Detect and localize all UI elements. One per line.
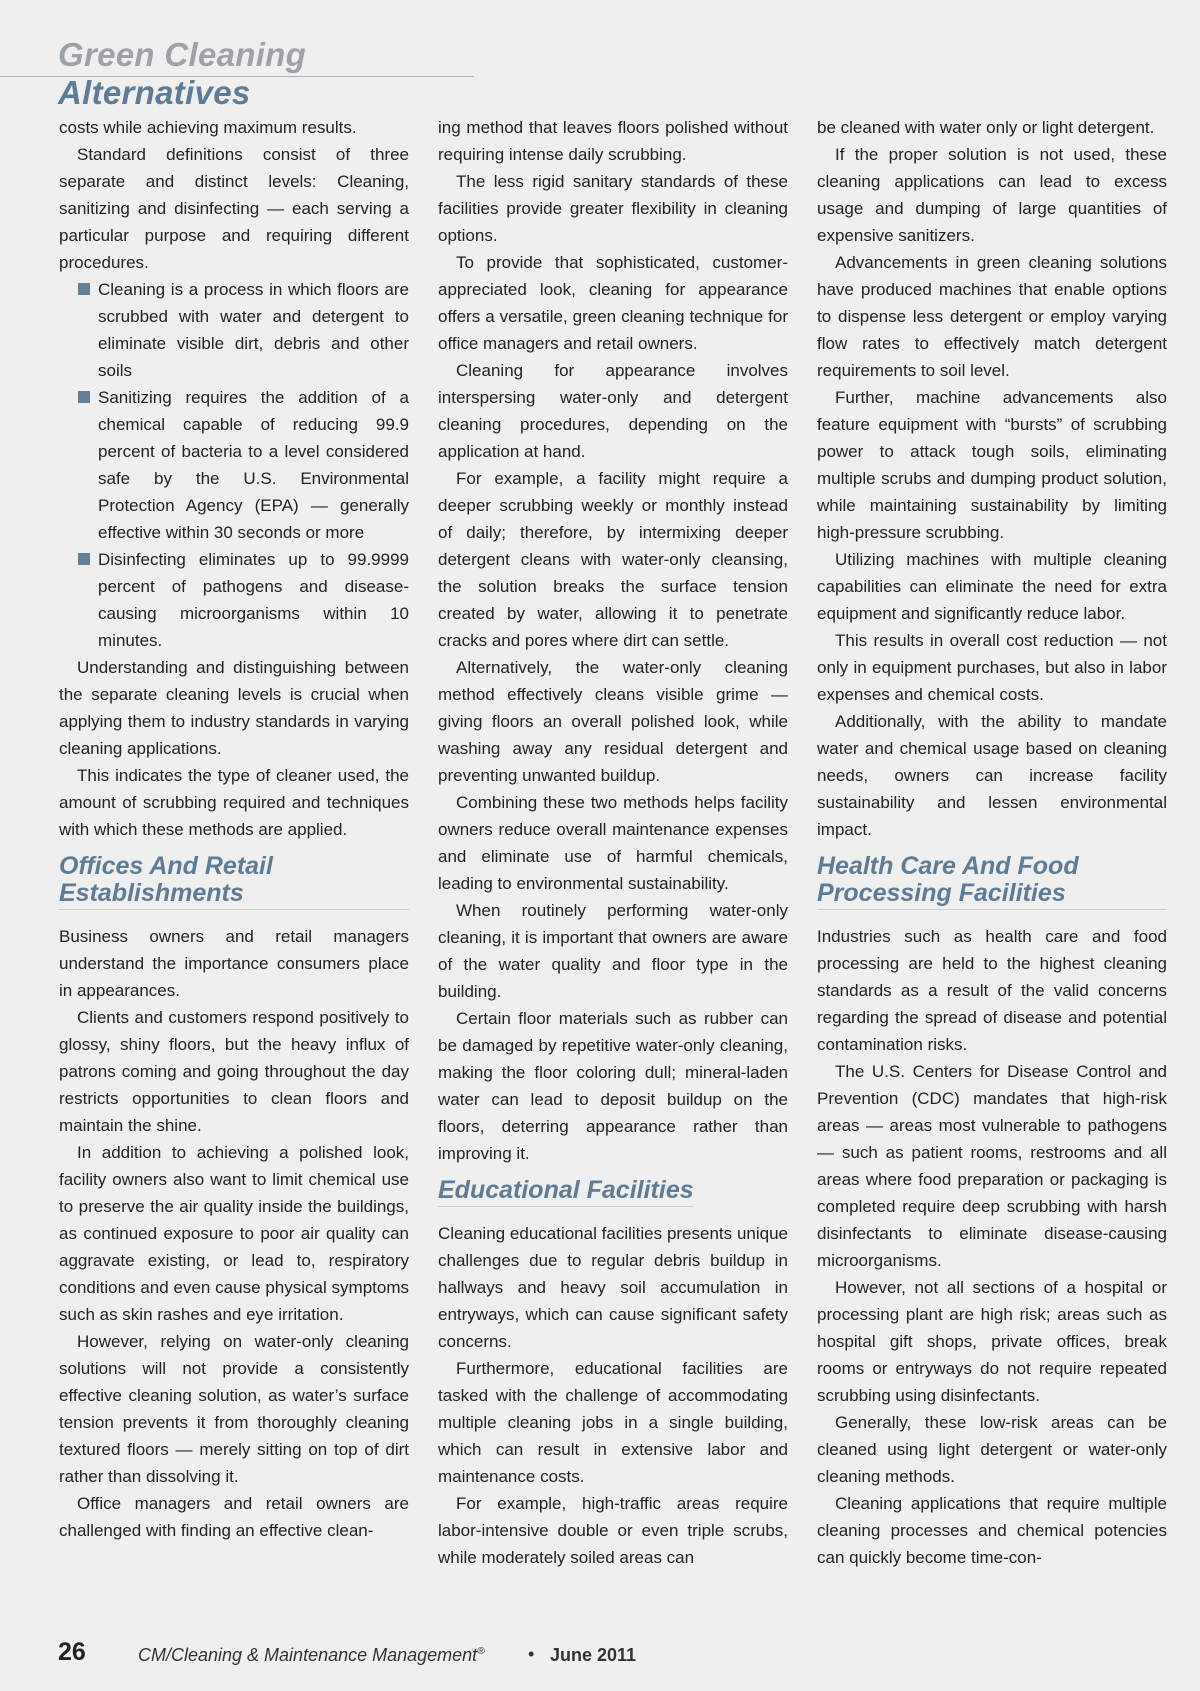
square-bullet-icon [78,283,90,295]
paragraph: Business owners and retail managers understand the importance consumers place in appearances. [59,927,409,1000]
paragraph: If the proper solution is not used, these cleaning applications can lead to excess usage and dumping of large quantities of expensive sanitizers. [817,145,1167,245]
paragraph: Additionally, with the ability to mandate water and chemical usage based on cleaning needs, owners can increase facility sustainability and lessen environmental impact. [817,712,1167,839]
paragraph: Advancements in green cleaning solutions have produced machines that enable options to dispense less detergent or employ varying flow rates to effectively match detergent requirements to soil level. [817,253,1167,380]
subheading-health-care: Health Care And Food Processing Facilities [817,853,1167,910]
paragraph: costs while achieving maximum results. [59,118,357,137]
list-item-text: Disinfecting eliminates up to 99.9999 percent of pathogens and disease-causing microorganisms within 10 minutes. [98,550,409,650]
paragraph: Standard definitions consist of three separate and distinct levels: Cleaning, sanitizing and disinfecting — each serving a particular purpose and requiring different procedures. [59,145,409,272]
paragraph: Cleaning applications that require multiple cleaning processes and chemical potencies can quickly become time-con- [817,1494,1167,1567]
list-item [98,276,409,384]
registered-mark: ® [477,1646,485,1657]
paragraph: However, relying on water-only cleaning solutions will not provide a consistently effective cleaning solution, as water’s surface tension prevents it from thoroughly cleaning textured floors — merely sitting on top of dirt rather than dissolving it. [59,1332,409,1486]
paragraph: Certain floor materials such as rubber can be damaged by repetitive water-only cleaning, making the floor coloring dull; mineral-laden water can lead to deposit buildup on the floors, deterring appearance rather than improving it. [438,1009,788,1163]
paragraph: When routinely performing water-only cleaning, it is important that owners are aware of the water quality and floor type in the building. [438,901,788,1001]
paragraph: ing method that leaves floors polished without requiring intense daily scrubbing. [438,118,788,164]
page-number: 26 [58,1638,86,1666]
section-title-dark: Alternatives [58,74,251,111]
bullet-list [59,276,409,654]
paragraph: Generally, these low-risk areas can be cleaned using light detergent or water-only cleaning methods. [817,1413,1167,1486]
article-column-1 [59,114,409,1544]
list-item-text: Sanitizing requires the addition of a chemical capable of reducing 99.9 percent of bacteria to a level considered safe by the U.S. Environmental Protection Agency (EPA) — generally effective within 30 seconds or more [98,388,409,542]
page-footer [58,1638,758,1674]
paragraph: This indicates the type of cleaner used, the amount of scrubbing required and techniques with which these methods are applied. [59,766,409,839]
paragraph: Clients and customers respond positively to glossy, shiny floors, but the heavy influx of patrons coming and going throughout the day restricts opportunities to clean floors and maintain the shine. [59,1008,409,1135]
paragraph: In addition to achieving a polished look, facility owners also want to limit chemical use to preserve the air quality inside the buildings, as continued exposure to poor air quality can aggravate existing, or lead to, respiratory conditions and even cause physical symptoms such as skin rashes and eye irritation. [59,1143,409,1324]
subheading-offices: Offices And Retail Establishments [59,853,409,910]
paragraph: Cleaning educational facilities presents unique challenges due to regular debris buildup in hallways and heavy soil accumulation in entryways, which can cause significant safety concerns. [438,1224,788,1351]
paragraph: Furthermore, educational facilities are tasked with the challenge of accommodating multiple cleaning jobs in a single building, which can result in extensive labor and maintenance costs. [438,1359,788,1486]
paragraph: Combining these two methods helps facility owners reduce overall maintenance expenses and eliminate use of harmful chemicals, leading to environmental sustainability. [438,793,788,893]
paragraph: For example, a facility might require a deeper scrubbing weekly or monthly instead of daily; therefore, by intermixing deeper detergent cleans with water-only cleansing, the solution breaks the surface tension created by water, allowing it to penetrate cracks and pores where dirt can settle. [438,469,788,650]
paragraph: However, not all sections of a hospital or processing plant are high risk; areas such as hospital gift shops, private offices, break rooms or entryways do not require repeated scrubbing using disinfectants. [817,1278,1167,1405]
footer-separator: • [528,1644,535,1664]
paragraph: Further, machine advancements also feature equipment with “bursts” of scrubbing power to attack tough soils, eliminating multiple scrubs and dumping product solution, while maintaining sustainability by limiting high-pressure scrubbing. [817,388,1167,542]
issue-date: June 2011 [550,1645,637,1665]
list-item [98,384,409,546]
paragraph: Utilizing machines with multiple cleaning capabilities can eliminate the need for extra equipment and significantly reduce labor. [817,550,1167,623]
paragraph: Understanding and distinguishing between the separate cleaning levels is crucial when applying them to industry standards in varying cleaning applications. [59,658,409,758]
list-item [98,546,409,654]
section-title [58,36,474,112]
square-bullet-icon [78,391,90,403]
paragraph: be cleaned with water only or light detergent. [817,118,1155,137]
publication-name [138,1645,485,1666]
section-title-light: Green Cleaning [58,36,307,73]
paragraph: Office managers and retail owners are challenged with finding an effective clean- [59,1494,409,1540]
page-header [0,36,474,111]
paragraph: The U.S. Centers for Disease Control and Prevention (CDC) mandates that high-risk areas — areas most vulnerable to pathogens — such as patient rooms, restrooms and all areas where food preparation or packaging is completed require deep scrubbing with harsh disinfectants to eliminate disease-causing microorganisms. [817,1062,1167,1270]
paragraph: For example, high-traffic areas require labor-intensive double or even triple scrubs, while moderately soiled areas can [438,1494,788,1567]
list-item-text: Cleaning is a process in which floors are scrubbed with water and detergent to eliminate visible dirt, debris and other soils [98,280,409,380]
paragraph: To provide that sophisticated, customer-appreciated look, cleaning for appearance offers a versatile, green cleaning technique for office managers and retail owners. [438,253,788,353]
subheading-educational: Educational Facilities [438,1177,694,1207]
article-column-2 [438,114,788,1571]
paragraph: Industries such as health care and food processing are held to the highest cleaning standards as a result of the valid concerns regarding the spread of disease and potential contamination risks. [817,927,1167,1054]
paragraph: The less rigid sanitary standards of these facilities provide greater flexibility in cleaning options. [438,172,788,245]
paragraph: Cleaning for appearance involves interspersing water-only and detergent cleaning procedures, depending on the application at hand. [438,361,788,461]
square-bullet-icon [78,553,90,565]
publication-title: CM/Cleaning & Maintenance Management [138,1645,478,1665]
paragraph: Alternatively, the water-only cleaning method effectively cleans visible grime — giving floors an overall polished look, while washing away any residual detergent and preventing unwanted buildup. [438,658,788,785]
paragraph: This results in overall cost reduction — not only in equipment purchases, but also in labor expenses and chemical costs. [817,631,1167,704]
article-column-3 [817,114,1167,1571]
